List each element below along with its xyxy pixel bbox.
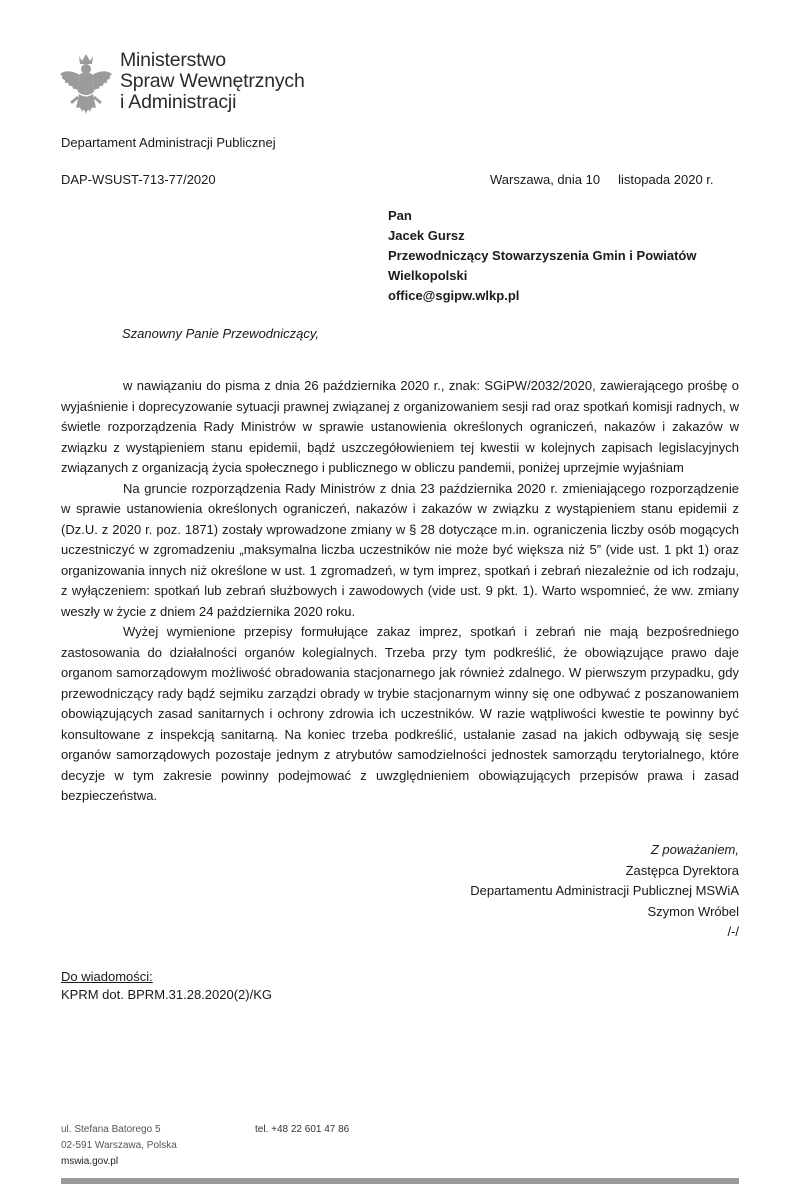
- letter-body: [61, 376, 739, 807]
- body-paragraph: w nawiązaniu do pisma z dnia 26 października 2020 r., znak: SGiPW/2032/2020, zawierającego prośbę o wyjaśnienie i doprecyzowanie sytuacji prawnej związanej z organizowaniem sesji rad oraz spotkań komisji radnych, w świetle rozporządzenia Rady Ministrów w sprawie ustanowienia określonych ograniczeń, nakazów i zakazów w związku z wystąpieniem stanu epidemii, bądź uszczegółowieniem tej kwestii w kolejnych zapisach legislacyjnych związanych z organizacją życia społecznego i publicznego w obliczu pandemii, poniżej uprzejmie wyjaśniam: [61, 378, 739, 475]
- distribution-item: KPRM dot. BPRM.31.28.2020(2)/KG: [61, 987, 272, 1002]
- reference-number: DAP-WSUST-713-77/2020: [61, 172, 216, 187]
- distribution-list: [61, 968, 272, 1004]
- closing: Z poważaniem,: [650, 842, 739, 857]
- ministry-name-line-2: Spraw Wewnętrznych: [120, 70, 305, 92]
- footer-phone: tel. +48 22 601 47 86: [255, 1124, 350, 1135]
- addressee-position: Przewodniczący Stowarzyszenia Gmin i Powiatów: [388, 248, 697, 263]
- eagle-emblem-icon: [58, 52, 114, 118]
- signatory-department: Departamentu Administracji Publicznej MSWiA: [470, 883, 739, 898]
- footer-street: ul. Stefana Batorego 5: [61, 1124, 161, 1135]
- department-name: Departament Administracji Publicznej: [61, 135, 276, 150]
- addressee-position-cont: Wielkopolski: [388, 268, 468, 283]
- addressee-honorific: Pan: [388, 208, 412, 223]
- addressee-block: [388, 206, 696, 306]
- signatory-name: Szymon Wróbel: [647, 903, 739, 919]
- distribution-heading: Do wiadomości:: [61, 969, 153, 984]
- salutation: Szanowny Panie Przewodniczący,: [122, 326, 320, 341]
- signature-mark: /-/: [727, 924, 739, 939]
- ministry-name-line-1: Ministerstwo: [120, 49, 226, 71]
- body-paragraph: Na gruncie rozporządzenia Rady Ministrów z dnia 23 października 2020 r. zmieniającego rozporządzenie w sprawie ustanowienia określonych ograniczeń, nakazów i zakazów w związku z wystąpieniem stanu epidemii z (Dz.U. z 2020 r. poz. 1871) zostały wprowadzone zmiany w § 28 dotyczące m.in. ograniczenia liczby osób mogących uczestniczyć w zgromadzeniu „maksymalna liczba uczestników nie może być większa niż 5” (vide ust. 1 pkt 1) oraz organizowania innych niż określone w ust. 1 zgromadzeń, w tym imprez, spotkań i zebrań niezależnie od ich rodzaju, z wyłączeniem: spotkań lub zebrań służbowych i zawodowych (vide ust. 9 pkt. 1). Warto wspomnieć, że ww. zmiany weszły w życie z dniem 24 października 2020 roku.: [61, 480, 739, 619]
- footer-city: 02-591 Warszawa, Polska: [61, 1140, 177, 1151]
- ministry-name-line-3: i Administracji: [120, 91, 237, 113]
- addressee-name: Jacek Gursz: [388, 228, 465, 243]
- footer-address: [61, 1122, 177, 1170]
- ministry-name: [120, 50, 305, 113]
- signature-block: [470, 840, 739, 943]
- signatory-title: Zastępca Dyrektora: [625, 862, 739, 878]
- footer-divider: [61, 1178, 739, 1184]
- body-paragraph: Wyżej wymienione przepisy formułujące zakaz imprez, spotkań i zebrań nie mają bezpośredniego zastosowania do działalności organów kolegialnych. Trzeba przy tym podkreślić, że obowiązujące prawo daje organom samorządowym możliwość obradowania stacjonarnego jak również zdalnego. W pierwszym przypadku, gdy przewodniczący rady bądź sejmiku zarządzi obrady w trybie stacjonarnym winny się one odbywać z poszanowaniem obowiązujących zasad sanitarnych i ochrony zdrowia ich uczestników. W razie wątpliwości kwestie te powinny być konsultowane z inspekcją sanitarną. Na koniec trzeba podkreślić, ustalanie zasad na jakich odbywają się sesje organów samorządowych pozostaje jednym z atrybutów samodzielności jednostek samorządu terytorialnego, które decyzje w tym zakresie powinny podejmować z uwzględnieniem obowiązujących przepisów prawa i zasad bezpieczeństwa.: [61, 624, 739, 803]
- letter-date: Warszawa, dnia 10 listopada 2020 r.: [490, 172, 714, 187]
- addressee-email: office@sgipw.wlkp.pl: [388, 288, 520, 303]
- footer-website: mswia.gov.pl: [61, 1156, 119, 1167]
